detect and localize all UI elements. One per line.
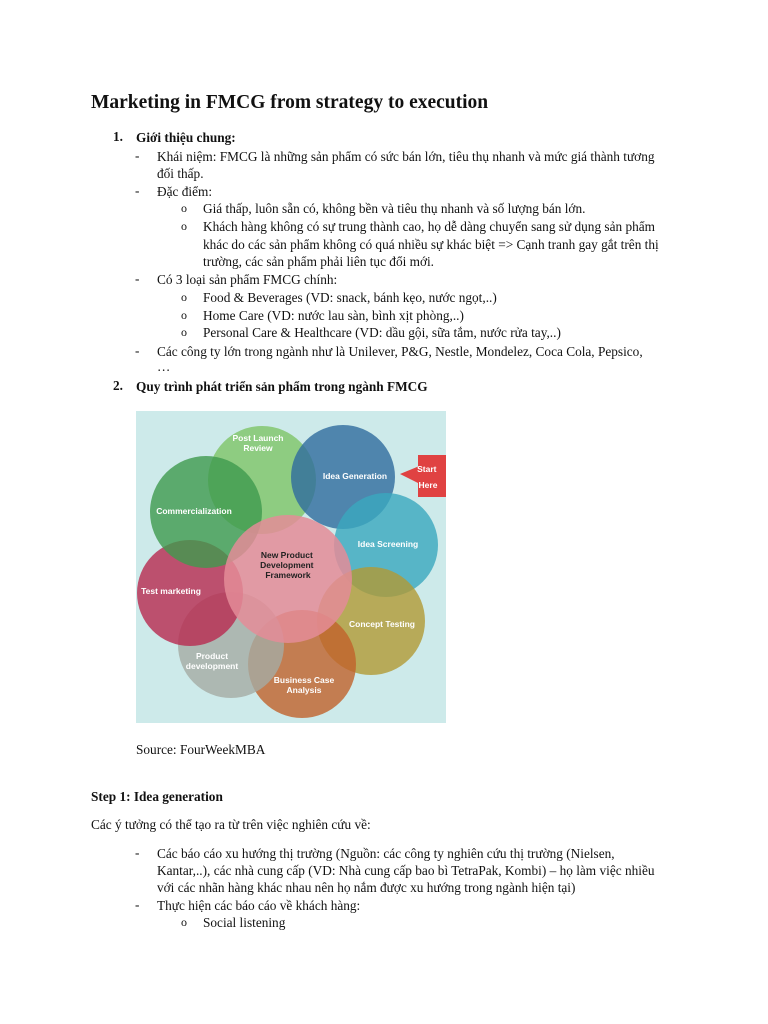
- center-label-line: Framework: [265, 570, 311, 580]
- types-label: Có 3 loại sản phẩm FMCG chính:: [157, 272, 338, 287]
- stage-label: [349, 619, 415, 629]
- stage-label-line: Post Launch: [232, 433, 284, 443]
- step-intro: Các ý tưởng có thể tạo ra từ trên việc nghiên cứu về:: [91, 817, 371, 832]
- step-item-text: Thực hiện các báo cáo về khách hàng:: [157, 898, 361, 913]
- start-here-box: [418, 455, 446, 497]
- npd-framework-diagram: [136, 411, 446, 723]
- bullet-marker: o: [181, 325, 187, 339]
- stage-label: [323, 471, 387, 481]
- step-item-text: Kantar,..), các nhà cung cấp (VD: Nhà cung cấp bao bì TetraPak, Kombi) – họ làm việc nhiều: [157, 863, 655, 878]
- bullet-marker: o: [181, 308, 187, 322]
- concept-text: đối thấp.: [157, 166, 204, 181]
- bullet-marker: o: [181, 915, 187, 929]
- feature-text: khác do các sản phẩm không có quá nhiều sự khác biệt => Cạnh tranh gay gắt trên thị: [203, 237, 659, 252]
- section-number: 2.: [113, 378, 123, 393]
- start-here-line: Here: [418, 480, 438, 490]
- bullet-marker: o: [181, 201, 187, 215]
- stage-label-line: Test marketing: [141, 586, 201, 596]
- feature-text: Giá thấp, luôn sẵn có, không bền và tiêu thụ nhanh và số lượng bán lớn.: [203, 201, 586, 216]
- stage-label-line: Analysis: [286, 685, 322, 695]
- stage-label-line: Business Case: [273, 675, 335, 685]
- step-item-text: với các nhãn hàng khác nhau nên họ nắm được xu hướng trong ngành hiện tại): [157, 880, 576, 895]
- type-text: Food & Beverages (VD: snack, bánh kẹo, nước ngọt,..): [203, 290, 497, 305]
- companies-text: …: [157, 359, 171, 374]
- stage-label-line: Product: [195, 651, 229, 661]
- stage-label-line: development: [185, 661, 239, 671]
- bullet-marker: o: [181, 290, 187, 304]
- feature-text: Khách hàng không có sự trung thành cao, họ dễ dàng chuyển sang sử dụng sản phẩm: [203, 219, 656, 234]
- step-subitem-text: Social listening: [203, 915, 286, 930]
- center-label-line: New Product: [260, 550, 313, 560]
- stage-label-line: Review: [243, 443, 273, 453]
- type-text: Home Care (VD: nước lau sàn, bình xịt phòng,..): [203, 308, 464, 323]
- diagram-svg: [136, 411, 446, 723]
- feature-text: trường, các sản phẩm phải liên tục đổi mới.: [203, 254, 435, 269]
- stage-label-line: Idea Generation: [322, 471, 388, 481]
- document-title: Marketing in FMCG from strategy to execution: [91, 92, 489, 113]
- stage-label: [156, 506, 232, 516]
- dash-marker: -: [135, 343, 140, 358]
- center-label-line: Development: [260, 560, 314, 570]
- dash-marker: -: [135, 845, 140, 860]
- companies-text: Các công ty lớn trong ngành như là Unilever, P&G, Nestle, Mondelez, Coca Cola, Pepsico,: [157, 344, 643, 359]
- figure-source: Source: FourWeekMBA: [136, 742, 266, 757]
- stage-label-line: Commercialization: [156, 506, 232, 516]
- dash-marker: -: [135, 148, 140, 163]
- section-number: 1.: [113, 129, 123, 144]
- bullet-marker: o: [181, 219, 187, 233]
- type-text: Personal Care & Healthcare (VD: dầu gội, sữa tắm, nước rửa tay,..): [203, 325, 561, 340]
- stage-label: [358, 539, 418, 549]
- start-here-line: Start: [417, 464, 437, 474]
- step-item-text: Các báo cáo xu hướng thị trường (Nguồn: các công ty nghiên cứu thị trường (Nielsen,: [157, 846, 615, 861]
- features-label: Đặc điểm:: [157, 184, 213, 199]
- stage-label-line: Idea Screening: [357, 539, 419, 549]
- center-label: [260, 550, 316, 580]
- dash-marker: -: [135, 897, 140, 912]
- step-heading: Step 1: Idea generation: [91, 789, 223, 804]
- concept-text: Khái niệm: FMCG là những sản phẩm có sức bán lớn, tiêu thụ nhanh và mức giá thành tương: [157, 149, 655, 164]
- stage-label: [141, 586, 201, 596]
- section-heading: Giới thiệu chung:: [136, 130, 236, 145]
- stage-label-line: Concept Testing: [349, 619, 415, 629]
- section-heading: Quy trình phát triển sản phẩm trong ngành FMCG: [136, 379, 428, 394]
- dash-marker: -: [135, 183, 140, 198]
- dash-marker: -: [135, 271, 140, 286]
